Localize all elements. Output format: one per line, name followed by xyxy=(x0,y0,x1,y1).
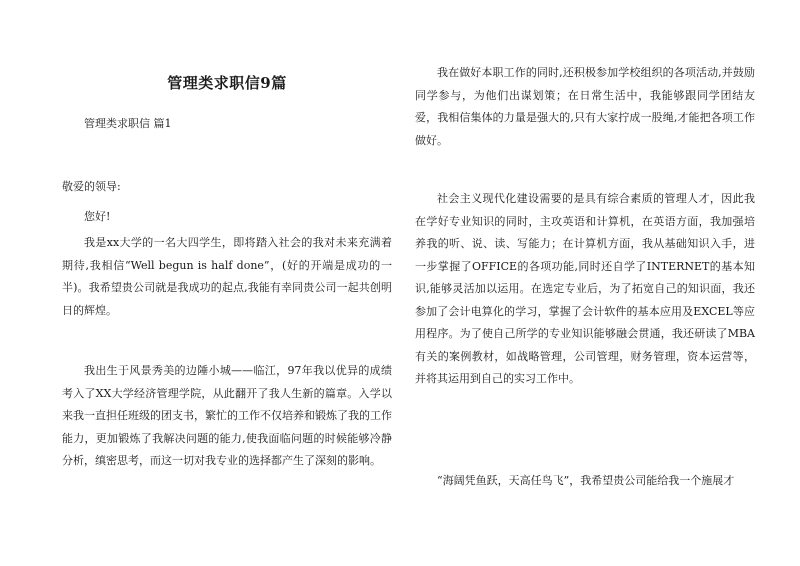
paragraph-skills: 社会主义现代化建设需要的是具有综合素质的管理人才，因此我在学好专业知识的同时，主攻英语和计算机，在英语方面，我加强培养我的听、说、读、写能力；在计算机方面，我从基础知识入手，进一步掌握了OFFICE的各项功能,同时还自学了INTERNET的基本知识,能够灵活加以运用。在选定专业后，为了拓宽自己的知识面，我还参加了会计电算化的学习，掌握了会计软件的基本应用及EXCEL等应用程序。为了使自己所学的专业知识能够融会贯通，我还研读了MBA有关的案例教材，如战略管理，公司管理，财务管理，资本运营等，并将其运用到自己的实习工作中。 xyxy=(415,192,755,385)
document-subtitle: 管理类求职信 篇1 xyxy=(84,117,172,130)
greeting: 您好! xyxy=(84,210,111,223)
document-title: 管理类求职信9篇 xyxy=(167,74,287,92)
paragraph-background: 我出生于风景秀美的边陲小城——临江，97年我以优异的成绩考入了XX大学经济管理学院，从此翻开了我人生新的篇章。入学以来我一直担任班级的团支书，繁忙的工作不仅培养和锻炼了我的工作能力，更加锻炼了我解决问题的能力,使我面临问题的时候能够冷静分析，缜密思考，而这一切对我专业的选择都产生了深刻的影响。 xyxy=(62,364,392,467)
paragraph-activities: 我在做好本职工作的同时,还积极参加学校组织的各项活动,并鼓励同学参与，为他们出谋划策；在日常生活中，我能够跟同学团结友爱，我相信集体的力量是强大的,只有大家拧成一股绳,才能把各项工作做好。 xyxy=(415,66,755,147)
salutation: 敬爱的领导: xyxy=(62,180,121,193)
paragraph-intro: 我是xx大学的一名大四学生，即将踏入社会的我对未来充满着期待,我相信“Well begun is half done”，(好的开端是成功的一半)。我希望贵公司就是我成功的起点,我能有幸同贵公司一起共创明日的辉煌。 xyxy=(62,236,392,317)
paragraph-closing: “海阔凭鱼跃，天高任鸟飞”，我希望贵公司能给我一个施展才 xyxy=(437,474,735,487)
